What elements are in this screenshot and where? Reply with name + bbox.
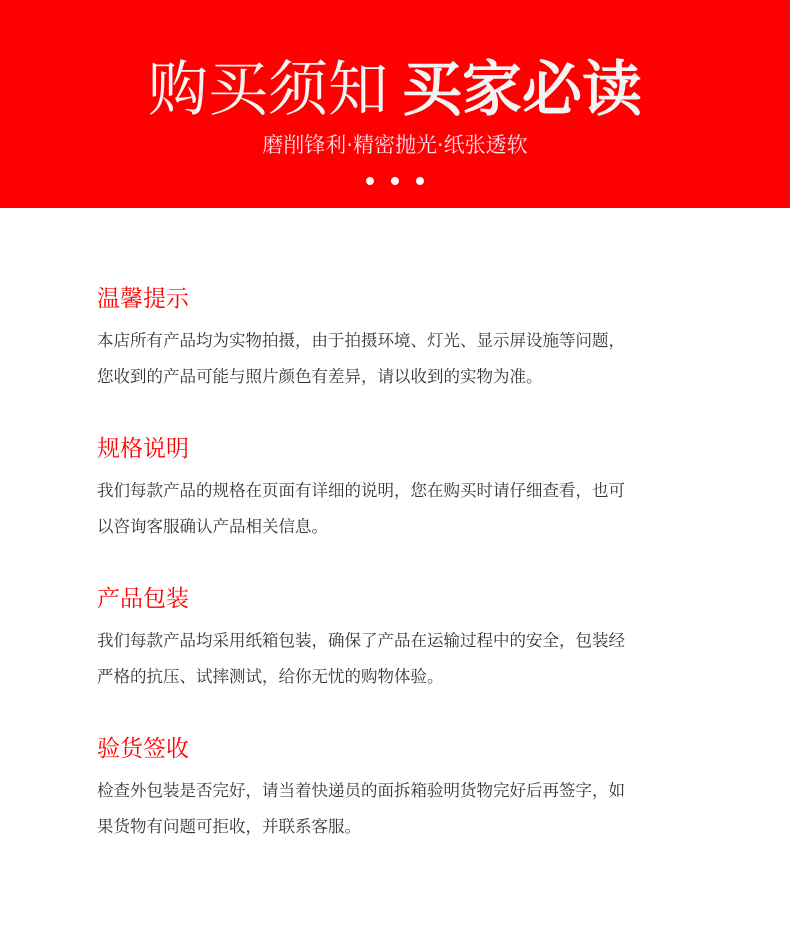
dot-icon xyxy=(366,177,374,185)
section-text: 果货物有问题可拒收，并联系客服。 xyxy=(97,817,361,836)
dot-icon xyxy=(416,177,424,185)
title-light: 购买须知 xyxy=(148,55,388,125)
section-heading: 规格说明 xyxy=(97,436,189,462)
section-specifications xyxy=(97,434,717,545)
dot-icon xyxy=(391,177,399,185)
section-text: 以咨询客服确认产品相关信息。 xyxy=(97,517,328,536)
title-bold: 买家必读 xyxy=(402,55,642,125)
banner-subtitle: 磨削锋利·精密抛光·纸张透软 xyxy=(262,133,528,157)
section-heading: 产品包装 xyxy=(97,586,189,612)
section-text: 您收到的产品可能与照片颜色有差异，请以收到的实物为准。 xyxy=(97,367,543,386)
section-text: 我们每款产品的规格在页面有详细的说明，您在购买时请仔细查看，也可 xyxy=(97,481,625,500)
section-text: 严格的抗压、试摔测试，给你无忧的购物体验。 xyxy=(97,667,444,686)
section-heading: 验货签收 xyxy=(97,736,189,762)
decorative-dots xyxy=(0,177,790,185)
section-inspection xyxy=(97,734,717,845)
header-banner xyxy=(0,0,790,208)
section-text: 本店所有产品均为实物拍摄，由于拍摄环境、灯光、显示屏设施等问题， xyxy=(97,331,625,350)
section-text: 我们每款产品均采用纸箱包装，确保了产品在运输过程中的安全，包装经 xyxy=(97,631,625,650)
section-text: 检查外包装是否完好，请当着快递员的面拆箱验明货物完好后再签字，如 xyxy=(97,781,625,800)
section-heading: 温馨提示 xyxy=(97,286,189,312)
section-packaging xyxy=(97,584,717,695)
section-warm-tips xyxy=(97,284,717,395)
banner-title xyxy=(0,52,790,128)
